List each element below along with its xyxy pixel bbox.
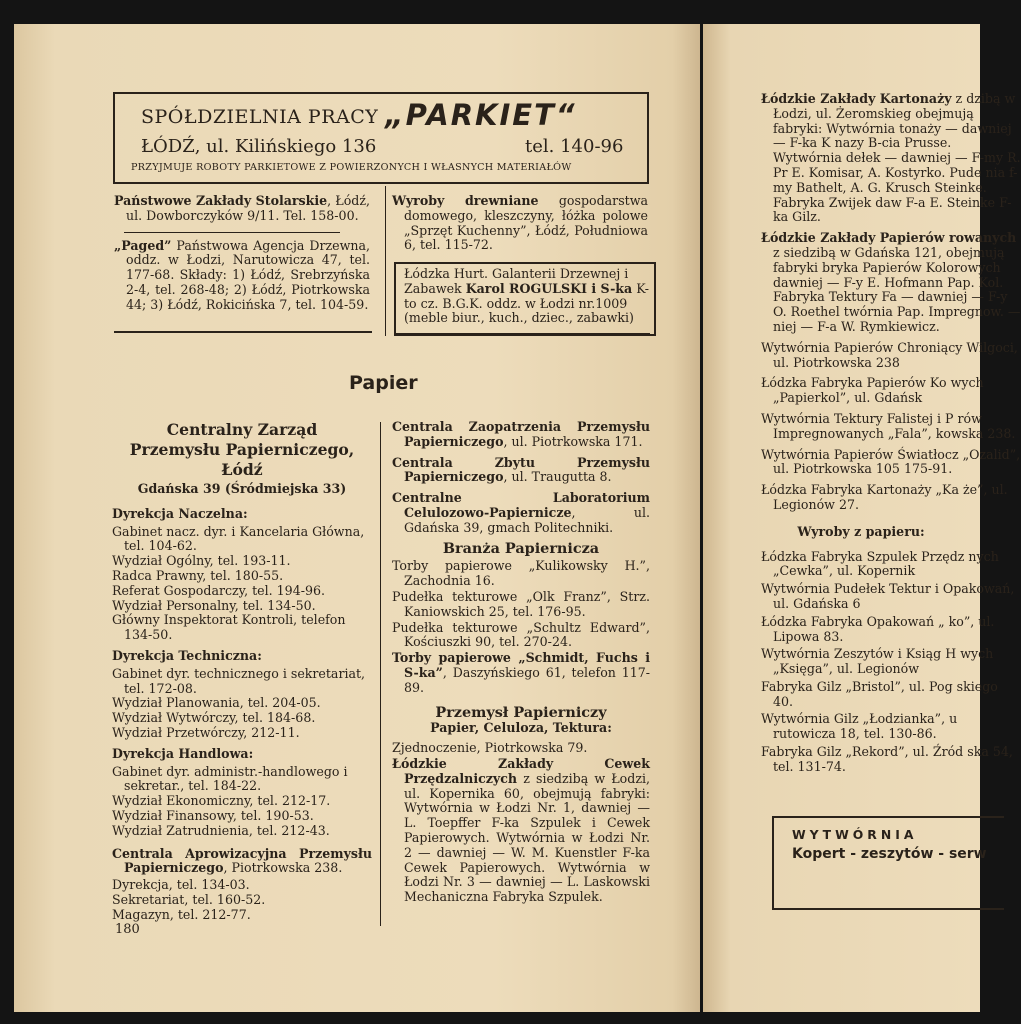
- list-item: Łódzkie Zakłady Kartonaży z dzibą w Łodzi, ul. Żeromskieg obejmują fabryki: Wytwórnia tonaży — dawniej — F-ka K nazy B-cia Prusse. Wytwórnia dełek — dawniej — F-my R. Pr E. Komisar, A. Kostyrko. Pude nia f-my Bathelt, A. G. Krusch Steinke. Fabryka Zwijek daw F-a E. Steinke F-ka Gilz.: [761, 91, 1021, 225]
- list-item: Centralne Laboratorium Celulozowo-Papiernicze, ul. Gdańska 39, gmach Politechniki.: [392, 490, 650, 535]
- ad-tel: tel. 140-96: [525, 136, 624, 157]
- list-item: Referat Gospodarczy, tel. 194-96.: [112, 582, 325, 598]
- right-page: [703, 24, 1021, 1012]
- list-item: Gabinet dyr. administr.-handlowego i sekretar., tel. 184-22.: [112, 763, 348, 794]
- centralny-title: Centralny Zarząd Przemysłu Papierniczego, Łódź: [129, 420, 355, 479]
- list-item: Wytwórnia Gilz „Łodzianka”, u rutowicza 18, tel. 130-86.: [761, 711, 958, 742]
- naczelna-list: [112, 525, 372, 643]
- left-column: [112, 420, 372, 923]
- section-heading-papier: Papier: [349, 372, 418, 394]
- list-item: Wytwórnia Tektury Falistej i P rów Impregnowanych „Fala”, kowska 238.: [761, 410, 1016, 441]
- list-item: Centrala Zbytu Przemysłu Papierniczego, ul. Traugutta 8.: [392, 454, 650, 485]
- wyroby-heading: Wyroby z papieru:: [797, 523, 925, 539]
- list-item: Wytwórnia Papierów Chroniący Wilgoci, ul. Piotrkowska 238: [761, 339, 1018, 370]
- list-item: Wytwórnia Pudełek Tektur i Opakowań, ul. Gdańska 6: [761, 581, 1015, 611]
- list-item: Wytwórnia Papierów Światłocz „Ozalid”, ul. Piotrkowska 105 175-91.: [761, 446, 1021, 477]
- przemysl-heading: Przemysł Papierniczy: [435, 703, 607, 721]
- list-item: Centrala Zaopatrzenia Przemysłu Papierniczego, ul. Piotrkowska 171.: [392, 419, 650, 449]
- list-item: Łódzka Fabryka Papierów Ko wych „Papierkol”, ul. Gdańsk: [761, 375, 984, 406]
- centralny-address: Gdańska 39 (Śródmiejska 33): [137, 481, 347, 496]
- entry-paged: „Paged” Państwowa Agencja Drzewna, oddz. w Łodzi, Narutowicza 47, tel. 177-68. Składy: 1) Łódź, Srebrzyńska 2-4, tel. 268-48; 2) Łódź, Piotrkowska 44; 3) Łódź, Rokicińska 7, tel. 104-59.: [114, 237, 370, 312]
- list-item: Wydział Planowania, tel. 204-05.: [112, 695, 321, 711]
- list-item: Wydział Finansowy, tel. 190-53.: [112, 807, 314, 823]
- list-item: Łódzka Fabryka Opakowań „ ko”, ul. Lipowa 83.: [761, 613, 995, 644]
- dyrekcja-handlowa: Dyrekcja Handlowa:: [112, 745, 254, 761]
- ad-text: Kopert - zeszytów - serw: [792, 846, 987, 862]
- centrala-aprowizacyjna: Centrala Aprowizacyjna Przemysłu Papierniczego, Piotrkowska 238.: [112, 845, 372, 876]
- left-page: [14, 24, 700, 1012]
- list-item: Sekretariat, tel. 160-52.: [112, 891, 266, 907]
- list-item: Fabryka Gilz „Bristol”, ul. Pog skiego 40.: [761, 678, 998, 709]
- entry-stolarskie: Państwowe Zakłady Stolarskie, Łódź, ul. Dowborczyków 9/11. Tel. 158-00.: [114, 193, 370, 223]
- right-top-list: [761, 92, 1021, 513]
- list-item: Torby papierowe „Kulikowsky H.”, Zachodnia 16.: [392, 558, 650, 589]
- list-item: Wydział Ogólny, tel. 193-11.: [112, 553, 291, 569]
- right-page-column: [761, 92, 1021, 778]
- ad-line3: PRZYJMUJE ROBOTY PARKIETOWE Z POWIERZONYCH I WŁASNYCH MATERIAŁÓW: [131, 162, 572, 173]
- list-item: Wydział Wytwórczy, tel. 184-68.: [112, 710, 316, 726]
- list-item: Radca Prawny, tel. 180-55.: [112, 567, 284, 583]
- list-item: Magazyn, tel. 212-77.: [112, 906, 251, 922]
- rogulski-box: Łódzka Hurt. Galanterii Drzewnej i Zabawek Karol ROGULSKI i S-ka K-to cz. B.G.K. oddz. w Łodzi nr.1009 (meble biur., kuch., dziec., zabawki): [394, 262, 656, 336]
- page-number: 180: [115, 922, 140, 937]
- list-item: Wytwórnia Zeszytów i Ksiąg H wych „Księga”, ul. Legionów: [761, 646, 994, 677]
- divider-vertical-main: [380, 422, 381, 926]
- top-left-entries: [114, 194, 370, 313]
- list-item: Łódzka Fabryka Szpulek Przędz nych „Cewka”, ul. Kopernik: [761, 548, 999, 579]
- list-item: Gabinet dyr. technicznego i sekretariat, tel. 172-08.: [112, 665, 366, 696]
- centrala-list: [392, 420, 650, 536]
- aprow-list: [112, 878, 372, 922]
- list-item: Torby papierowe „Schmidt, Fuchs i S-ka”, Daszyńskiego 61, telefon 117-89.: [392, 650, 650, 695]
- ad-title: WYTWÓRNIA: [792, 827, 918, 842]
- list-item: Zjednoczenie, Piotrkowska 79.: [392, 740, 588, 756]
- right-column: [392, 420, 650, 906]
- dyrekcja-naczelna: Dyrekcja Naczelna:: [112, 505, 248, 521]
- techniczna-list: [112, 667, 372, 741]
- branza-heading: Branża Papiernicza: [442, 539, 600, 557]
- ad-line1: SPÓŁDZIELNIA PRACY: [141, 106, 379, 128]
- handlowa-list: [112, 765, 372, 839]
- wytwornia-ad: [772, 816, 1004, 910]
- entry-wyroby-drewniane: Wyroby drewniane gospodarstwa domowego, kleszczyny, łóżka polowe „Sprzęt Kuchenny”, Łódź, Południowa 6, tel. 115-72.: [392, 193, 649, 253]
- list-item: Pudełka tekturowe „Olk Franz”, Strz. Kaniowskich 25, tel. 176-95.: [392, 588, 650, 619]
- ad-line2: ŁÓDŹ, ul. Kilińskiego 136: [141, 136, 377, 157]
- list-item: Wydział Przetwórczy, 212-11.: [112, 724, 300, 740]
- list-item: Dyrekcja, tel. 134-03.: [112, 877, 250, 893]
- parkiet-ad: [113, 92, 649, 184]
- list-item: Gabinet nacz. dyr. i Kancelaria Główna, tel. 104-62.: [112, 523, 365, 554]
- list-item: Wydział Personalny, tel. 134-50.: [112, 597, 316, 613]
- dyrekcja-techniczna: Dyrekcja Techniczna:: [112, 647, 262, 663]
- list-item: Wydział Ekonomiczny, tel. 212-17.: [112, 793, 331, 809]
- list-item: Główny Inspektorat Kontroli, telefon 134-50.: [112, 612, 346, 643]
- list-item: Łódzkie Zakłady Papierów rowanych z siedzibą w Gdańska 121, obejmują fabryki bryka Papierów Kolorowych dawniej — F-y E. Hofmann Pap. Kol. Fabryka Tektury Fa — dawniej — F-y O. Roethel twórnia Pap. Impregnow. — niej — F-a W. Rymkiewicz.: [761, 230, 1021, 334]
- divider-top-right: [394, 333, 650, 335]
- list-item: Wydział Zatrudnienia, tel. 212-43.: [112, 822, 330, 838]
- list-item: Pudełka tekturowe „Schultz Edward”, Kościuszki 90, tel. 270-24.: [392, 619, 650, 650]
- divider-top-left: [114, 331, 372, 333]
- przemysl-list: [392, 741, 650, 905]
- divider-vertical-top: [385, 186, 386, 336]
- wyroby-list: [761, 550, 1021, 775]
- list-item: Łódzkie Zakłady Cewek Przędzalniczych z siedzibą w Łodzi, ul. Kopernika 60, obejmują fabryki: Wytwórnia w Łodzi Nr. 1, dawniej — L. Toepffer F-ka Szpulek i Cewek Papierowych. Wytwórnia w Łodzi Nr. 2 — dawniej — W. M. Kuenstler F-ka Cewek Papierowych. Wytwórnia w Łodzi Nr. 3 — dawniej — L. Laskowski Mechaniczna Fabryka Szpulek.: [392, 755, 650, 905]
- przemysl-subheading: Papier, Celuloza, Tektura:: [430, 720, 612, 736]
- list-item: Łódzka Fabryka Kartonaży „Ka że”, ul. Legionów 27.: [761, 482, 1008, 512]
- ad-brand: „PARKIET“: [385, 98, 577, 132]
- branza-list: [392, 559, 650, 695]
- list-item: Fabryka Gilz „Rekord”, ul. Źród ska 54, tel. 131-74.: [761, 744, 1013, 774]
